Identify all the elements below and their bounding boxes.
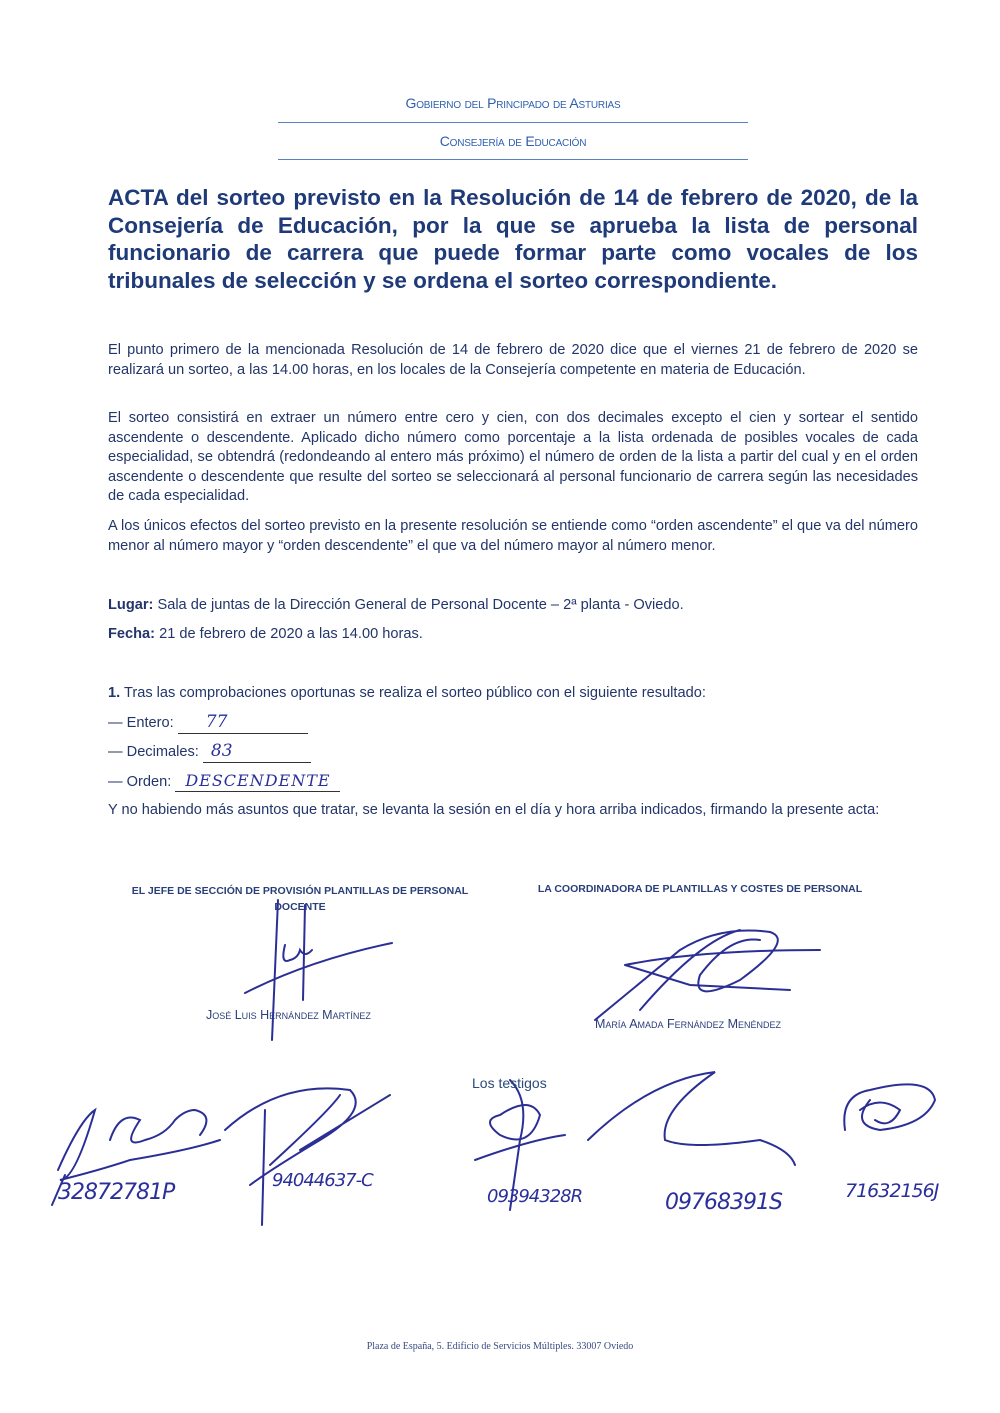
orden-value: DESCENDENTE: [175, 771, 340, 792]
witness-id-2: 94044637-C: [272, 1170, 373, 1191]
entero-value: 77: [178, 713, 308, 734]
paragraph-3: A los únicos efectos del sorteo previsto en la presente resolución se entiende como “orden ascendente” el que va del número menor al número mayor y “orden descendente” el que va del número mayor al número menor.: [108, 518, 918, 554]
footer-address: Plaza de España, 5. Edificio de Servicios Múltiples. 33007 Oviedo: [366, 1341, 634, 1352]
lugar-value: Sala de juntas de la Dirección General de Personal Docente – 2ª planta - Oviedo.: [157, 597, 684, 613]
decimales-label: — Decimales:: [108, 744, 199, 760]
signatory-1-name: José Luis Hernández Martínez: [206, 1008, 371, 1022]
document-title: ACTA del sorteo previsto en la Resolución de 14 de febrero de 2020, de la Consejería de Educación, por la que se aprueba la lista de personal funcionario de carrera que puede formar parte como vocales de los tribunales de selección y se ordena el sorteo correspondiente.: [108, 185, 918, 293]
signatory-2-name: María Amada Fernández Menéndez: [595, 1017, 782, 1031]
department-header: Consejería de Educación: [439, 133, 587, 149]
witness-id-1: 32872781P: [58, 1180, 175, 1205]
government-header: Gobierno del Principado de Asturias: [405, 95, 621, 111]
lugar-label: Lugar:: [108, 597, 154, 613]
item-number: 1.: [108, 685, 121, 701]
closing-paragraph: Y no habiendo más asuntos que tratar, se levanta la sesión en el día y hora arriba indicados, firmando la presente acta:: [108, 802, 880, 818]
witness-signature-4: [588, 1072, 795, 1165]
result-intro-text: Tras las comprobaciones oportunas se realiza el sorteo público con el siguiente resultado:: [123, 685, 706, 701]
signatory-2-role: LA COORDINADORA DE PLANTILLAS Y COSTES DE PERSONAL: [537, 883, 863, 895]
fecha-value: 21 de febrero de 2020 a las 14.00 horas.: [159, 626, 423, 642]
witness-signature-2: [225, 1088, 390, 1225]
witnesses-label: Los testigos: [472, 1075, 547, 1091]
paragraph-2: El sorteo consistirá en extraer un número entre cero y cien, con dos decimales excepto el cien y sortear el sentido ascendente o descendente. Aplicado dicho número como porcentaje a la lista ordenada de posibles vocales de cada especialidad, se obtendrá (redondeando al entero más próximo) el número de orden de la lista a partir del cual y en el orden ascendente o descendente que resulte del sorteo se seleccionará al personal funcionario de carrera según las necesidades de cada especialidad.: [108, 410, 918, 504]
signature-2: [595, 930, 820, 1020]
entero-label: — Entero:: [108, 715, 174, 731]
witness-signature-5: [844, 1084, 935, 1130]
witness-id-4: 09768391S: [665, 1190, 782, 1215]
decimales-value: 83: [203, 742, 311, 763]
signatory-1-role: EL JEFE DE SECCIÓN DE PROVISIÓN PLANTILLAS DE PERSONAL DOCENTE: [131, 885, 469, 913]
paragraph-1: El punto primero de la mencionada Resolución de 14 de febrero de 2020 dice que el viernes 21 de febrero de 2020 se realizará un sorteo, a las 14.00 horas, en los locales de la Consejería competente en materia de Educación.: [108, 342, 918, 378]
witness-id-5: 71632156J: [845, 1180, 939, 1202]
orden-label: — Orden:: [108, 774, 172, 790]
fecha-label: Fecha:: [108, 626, 156, 642]
witness-id-3: 09394328R: [487, 1186, 583, 1207]
